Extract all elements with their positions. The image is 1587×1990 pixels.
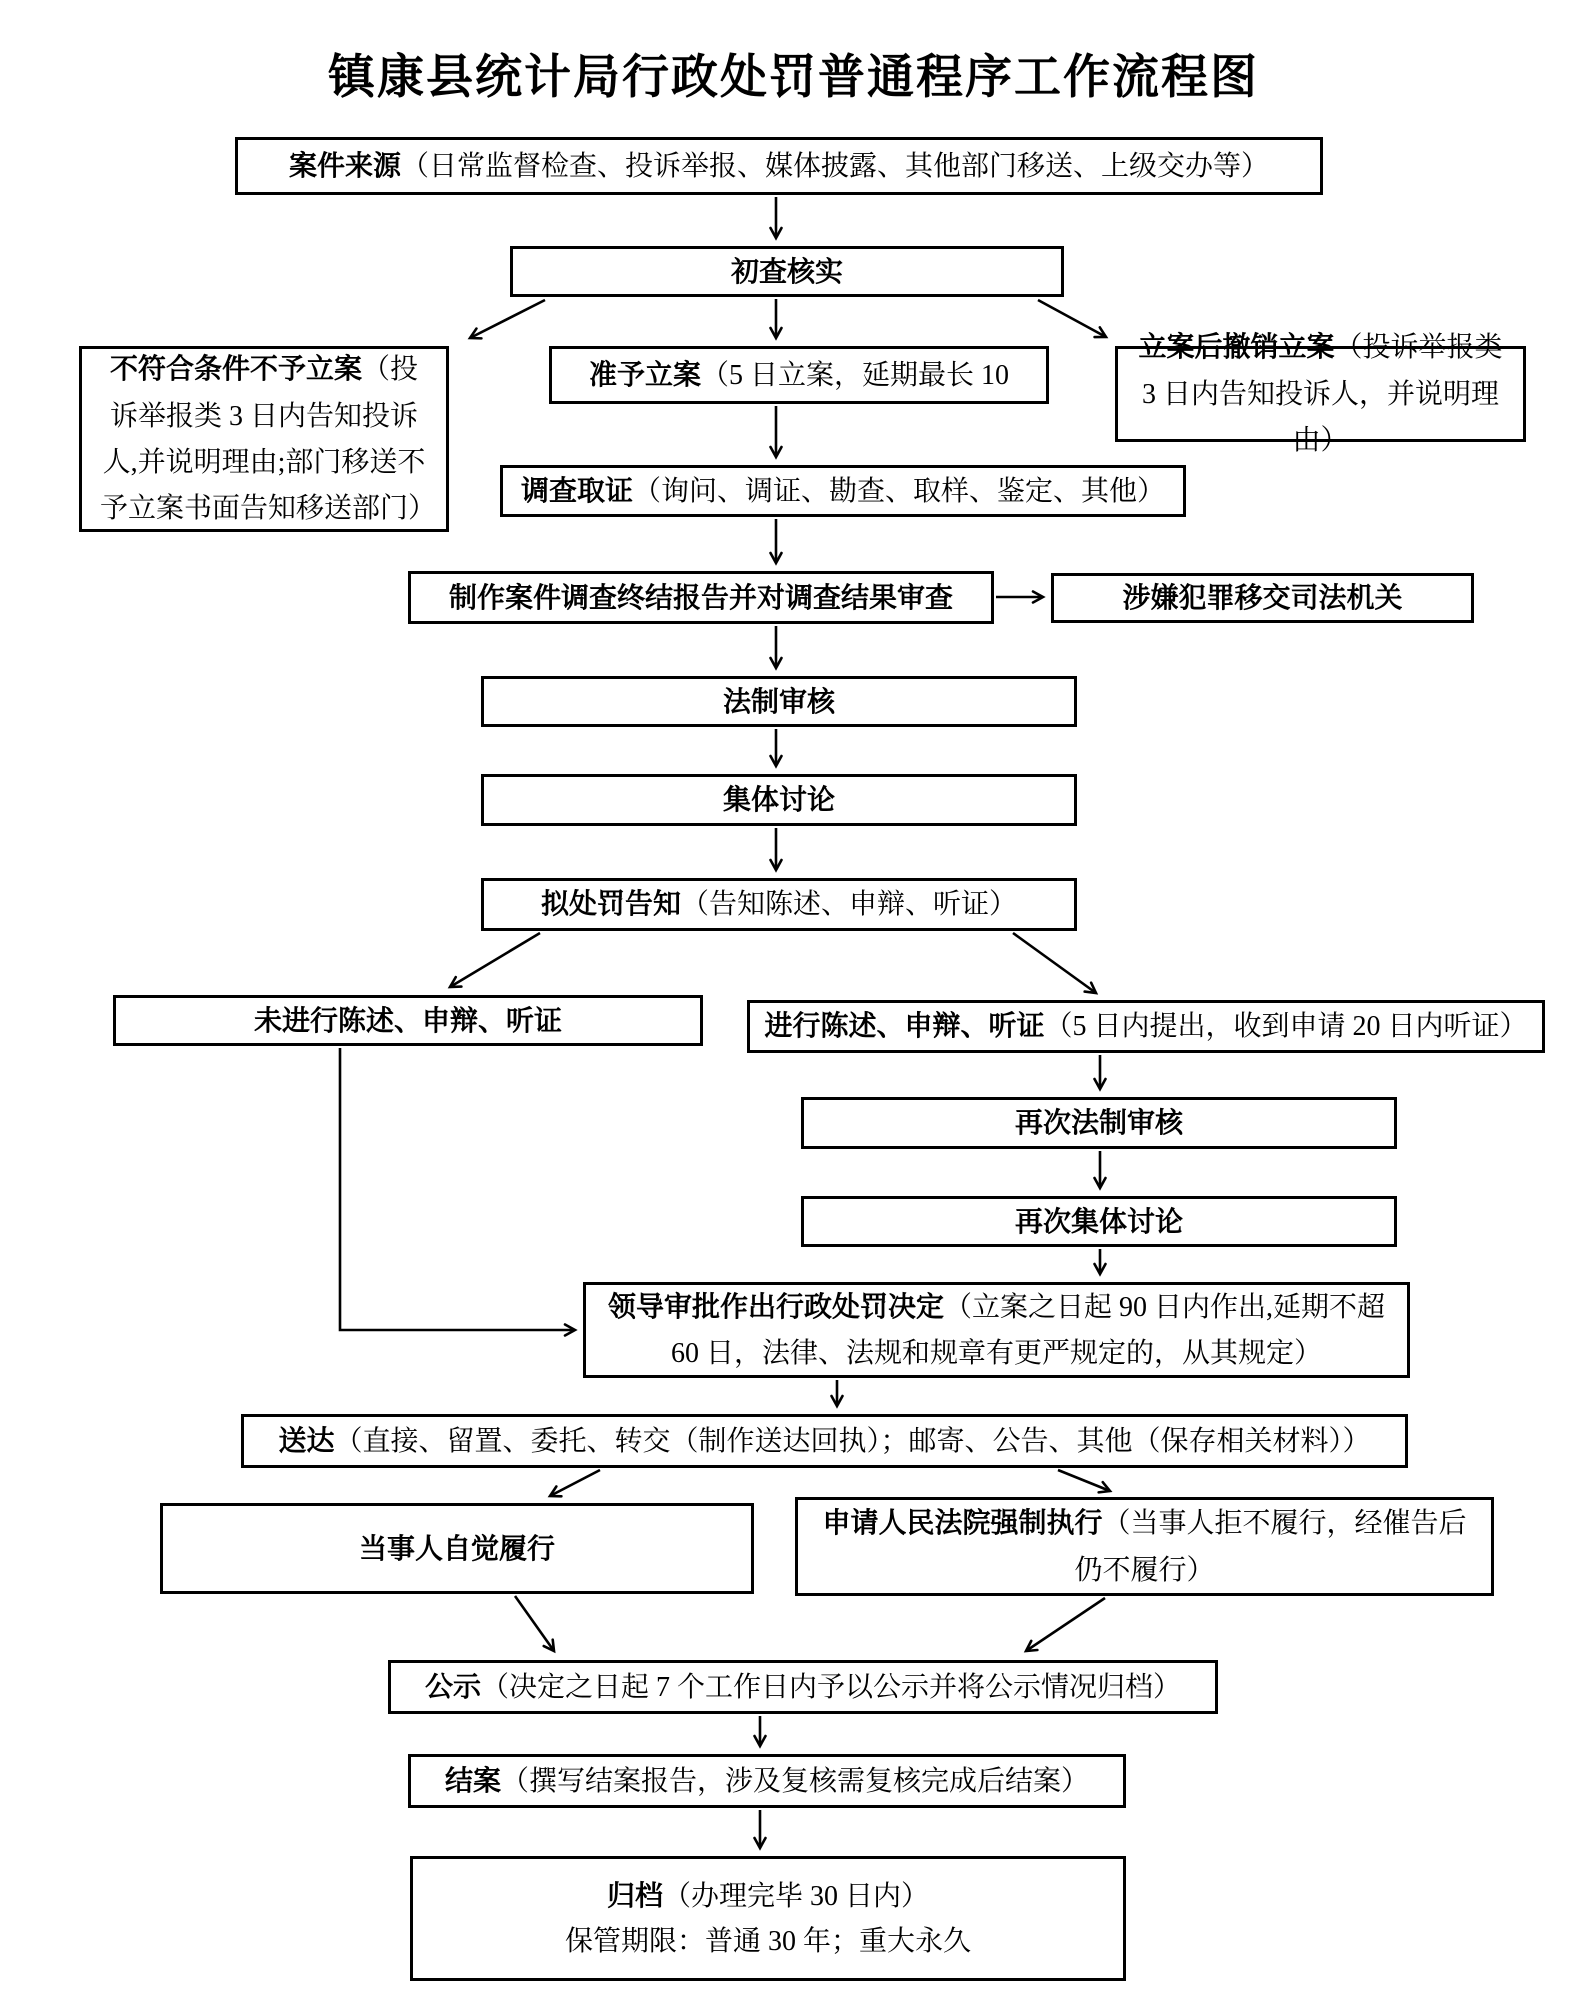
node-collective-discussion-label: 集体讨论 bbox=[722, 784, 835, 816]
arrow-check-to-withdraw bbox=[1038, 300, 1106, 337]
node-decision-label: 领导审批作出行政处罚决定 bbox=[607, 1290, 944, 1322]
node-evidence-label: 调查取证 bbox=[520, 474, 633, 506]
node-archiving-label: 归档 bbox=[606, 1879, 663, 1911]
arrow-enforcement-to-publicity bbox=[1026, 1598, 1105, 1651]
node-penalty-notice bbox=[481, 878, 1077, 931]
node-evidence-detail: （询问、调证、勘查、取样、鉴定、其他） bbox=[633, 475, 1166, 507]
arrow-check-to-nofiling bbox=[470, 300, 545, 338]
node-filing bbox=[549, 346, 1049, 404]
node-legal-review-label: 法制审核 bbox=[722, 685, 835, 717]
node-case-closure-detail: （撰写结案报告，涉及复核需复核完成后结案） bbox=[501, 1765, 1090, 1797]
node-collective-discussion-2-label: 再次集体讨论 bbox=[1014, 1205, 1183, 1237]
node-case-source-detail: （日常监督检查、投诉举报、媒体披露、其他部门移送、上级交办等） bbox=[401, 150, 1270, 182]
node-delivery-detail: （直接、留置、委托、转交（制作送达回执）；邮寄、公告、其他（保存相关材料）） bbox=[334, 1425, 1371, 1457]
node-statement bbox=[747, 1000, 1545, 1053]
node-court-enforcement bbox=[795, 1497, 1494, 1596]
node-filing-label: 准予立案 bbox=[588, 358, 701, 390]
node-legal-review-2-label: 再次法制审核 bbox=[1014, 1107, 1183, 1139]
page-title: 镇康县统计局行政处罚普通程序工作流程图 bbox=[328, 52, 1259, 104]
node-court-enforcement-detail: （当事人拒不履行，经催告后仍不履行） bbox=[1074, 1508, 1467, 1586]
node-no-filing-detail: （投诉举报类 3 日内告知投诉人,并说明理由;部门移送不予立案书面告知移送部门） bbox=[100, 354, 437, 525]
node-case-closure-label: 结案 bbox=[444, 1764, 501, 1796]
node-withdraw-filing-label: 立案后撤销立案 bbox=[1138, 331, 1335, 363]
node-penalty-notice-detail: （告知陈述、申辩、听证） bbox=[681, 889, 1018, 921]
node-decision-detail: （立案之日起 90 日内作出,延期不超 60 日，法律、法规和规章有更严规定的，从其规定） bbox=[670, 1291, 1386, 1369]
node-initial-check-label: 初查核实 bbox=[730, 255, 843, 287]
node-evidence bbox=[500, 465, 1186, 517]
node-court-enforcement-label: 申请人民法院强制执行 bbox=[822, 1507, 1103, 1539]
node-archiving bbox=[410, 1856, 1126, 1981]
node-initial-check bbox=[510, 246, 1064, 297]
node-voluntary-compliance-label: 当事人自觉履行 bbox=[358, 1532, 555, 1564]
node-delivery bbox=[241, 1414, 1408, 1468]
node-publicity-detail: （决定之日起 7 个工作日内予以公示并将公示情况归档） bbox=[481, 1671, 1182, 1703]
node-statement-label: 进行陈述、申辩、听证 bbox=[764, 1010, 1045, 1042]
node-filing-detail: （5 日立案，延期最长 10 bbox=[701, 359, 1010, 391]
node-case-source bbox=[235, 137, 1323, 195]
node-withdraw-filing-detail: （投诉举报类 3 日内告知投诉人，并说明理由） bbox=[1141, 332, 1503, 457]
node-legal-review bbox=[481, 676, 1077, 727]
node-collective-discussion bbox=[481, 774, 1077, 826]
node-delivery-label: 送达 bbox=[278, 1424, 335, 1456]
arrow-voluntary-to-publicity bbox=[515, 1596, 554, 1651]
node-no-filing-label: 不符合条件不予立案 bbox=[109, 353, 362, 385]
node-no-statement bbox=[113, 995, 703, 1046]
node-decision bbox=[583, 1282, 1410, 1378]
node-archiving-detail: （办理完毕 30 日内） bbox=[663, 1880, 930, 1912]
node-penalty-notice-label: 拟处罚告知 bbox=[540, 888, 681, 920]
node-report-review bbox=[408, 571, 994, 624]
node-archiving-retention: 保管期限：普通 30 年；重大永久 bbox=[564, 1926, 971, 1957]
node-statement-detail: （5 日内提出，收到申请 20 日内听证） bbox=[1044, 1011, 1528, 1043]
arrow-nostatement-to-decision bbox=[340, 1048, 575, 1330]
node-legal-review-2 bbox=[801, 1097, 1397, 1149]
arrow-notice-to-statement bbox=[1013, 933, 1096, 993]
arrow-delivery-to-enforcement bbox=[1058, 1470, 1110, 1491]
node-no-statement-label: 未进行陈述、申辩、听证 bbox=[253, 1004, 562, 1036]
arrow-delivery-to-voluntary bbox=[550, 1470, 600, 1496]
node-no-filing bbox=[79, 346, 449, 532]
node-case-source-label: 案件来源 bbox=[288, 149, 401, 181]
node-judicial-transfer-label: 涉嫌犯罪移交司法机关 bbox=[1122, 582, 1403, 614]
node-judicial-transfer bbox=[1051, 573, 1474, 623]
node-publicity-label: 公示 bbox=[424, 1670, 481, 1702]
node-collective-discussion-2 bbox=[801, 1196, 1397, 1247]
arrow-notice-to-nostatement bbox=[450, 933, 540, 987]
node-case-closure bbox=[408, 1754, 1126, 1808]
node-voluntary-compliance bbox=[160, 1503, 754, 1594]
node-withdraw-filing bbox=[1115, 331, 1526, 457]
node-publicity bbox=[388, 1660, 1218, 1714]
node-report-review-label: 制作案件调查终结报告并对调查结果审查 bbox=[448, 581, 953, 613]
